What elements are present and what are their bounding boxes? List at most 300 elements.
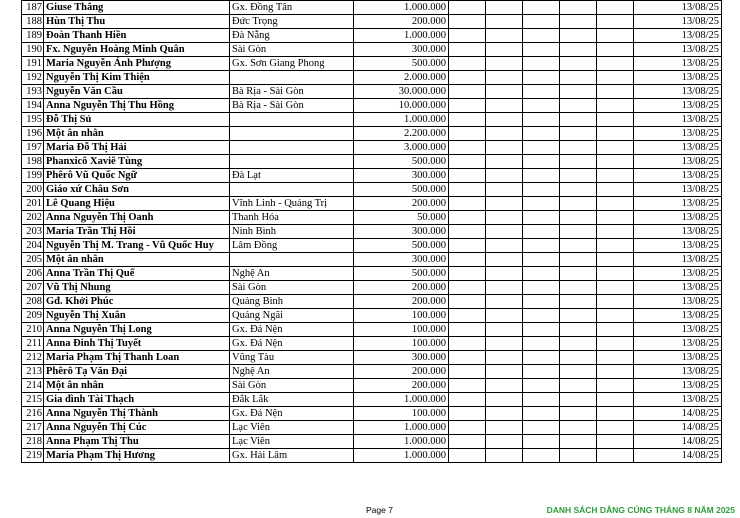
table-row [22,379,722,393]
empty-cell [560,323,597,337]
empty-cell [523,379,560,393]
donation-date: 13/08/25 [634,71,722,85]
donor-name: Maria Nguyễn Ánh Phượng [44,57,230,71]
table-row [22,43,722,57]
donor-name: Nguyễn Thị Xuân [44,309,230,323]
donation-amount: 100.000 [354,337,449,351]
table-row [22,449,722,463]
empty-cell [523,29,560,43]
donation-date: 13/08/25 [634,57,722,71]
empty-cell [449,407,486,421]
empty-cell [486,435,523,449]
donor-place [230,253,354,267]
table-row [22,141,722,155]
table-row [22,113,722,127]
donation-date: 13/08/25 [634,337,722,351]
empty-cell [449,197,486,211]
donor-place [230,141,354,155]
empty-cell [449,253,486,267]
table-row [22,337,722,351]
empty-cell [560,43,597,57]
empty-cell [597,281,634,295]
donation-date: 13/08/25 [634,323,722,337]
donor-place [230,71,354,85]
donation-date: 13/08/25 [634,239,722,253]
table-row [22,253,722,267]
donation-date: 13/08/25 [634,29,722,43]
donation-date: 13/08/25 [634,141,722,155]
donor-place: Sài Gòn [230,379,354,393]
empty-cell [449,323,486,337]
donor-name: Maria Trần Thị Hồi [44,225,230,239]
empty-cell [560,295,597,309]
donation-date: 13/08/25 [634,155,722,169]
empty-cell [560,155,597,169]
empty-cell [597,379,634,393]
donor-name: Nguyễn Thị M. Trang - Vũ Quốc Huy [44,239,230,253]
donation-date: 13/08/25 [634,15,722,29]
empty-cell [597,351,634,365]
donation-date: 13/08/25 [634,43,722,57]
empty-cell [523,337,560,351]
table-row [22,225,722,239]
donor-name: Giáo xứ Châu Sơn [44,183,230,197]
table-row [22,71,722,85]
row-number: 195 [22,113,44,127]
donor-place [230,127,354,141]
empty-cell [486,253,523,267]
empty-cell [449,365,486,379]
donor-place: Đà Lạt [230,169,354,183]
empty-cell [449,351,486,365]
empty-cell [597,309,634,323]
empty-cell [523,225,560,239]
row-number: 188 [22,15,44,29]
empty-cell [486,225,523,239]
empty-cell [597,99,634,113]
donor-place: Bà Rịa - Sài Gòn [230,85,354,99]
row-number: 190 [22,43,44,57]
empty-cell [523,267,560,281]
empty-cell [560,407,597,421]
row-number: 200 [22,183,44,197]
empty-cell [560,85,597,99]
empty-cell [486,113,523,127]
row-number: 199 [22,169,44,183]
donation-date: 13/08/25 [634,267,722,281]
row-number: 210 [22,323,44,337]
donation-table [21,0,722,463]
empty-cell [597,225,634,239]
empty-cell [449,183,486,197]
empty-cell [523,1,560,15]
empty-cell [560,337,597,351]
donor-place: Gx. Đồng Tân [230,1,354,15]
document-title: DANH SÁCH DÂNG CÚNG THÁNG 8 NĂM 2025 [546,505,735,515]
table-row [22,351,722,365]
table-row [22,15,722,29]
empty-cell [597,141,634,155]
empty-cell [523,295,560,309]
donation-amount: 100.000 [354,407,449,421]
empty-cell [449,15,486,29]
empty-cell [486,239,523,253]
empty-cell [560,281,597,295]
donor-name: Fx. Nguyễn Hoàng Minh Quân [44,43,230,57]
empty-cell [449,225,486,239]
empty-cell [597,85,634,99]
row-number: 219 [22,449,44,463]
donation-date: 13/08/25 [634,281,722,295]
row-number: 202 [22,211,44,225]
table-row [22,295,722,309]
empty-cell [560,169,597,183]
row-number: 211 [22,337,44,351]
donation-date: 14/08/25 [634,449,722,463]
empty-cell [449,155,486,169]
donation-amount: 1.000.000 [354,393,449,407]
empty-cell [486,295,523,309]
empty-cell [597,57,634,71]
empty-cell [597,197,634,211]
donor-name: Anna Phạm Thị Thu [44,435,230,449]
empty-cell [523,43,560,57]
empty-cell [597,183,634,197]
donor-place: Nghệ An [230,267,354,281]
donation-amount: 1.000.000 [354,421,449,435]
empty-cell [523,71,560,85]
donation-date: 13/08/25 [634,351,722,365]
row-number: 201 [22,197,44,211]
empty-cell [560,197,597,211]
empty-cell [560,183,597,197]
empty-cell [560,113,597,127]
empty-cell [486,267,523,281]
row-number: 214 [22,379,44,393]
donor-name: Lê Quang Hiệu [44,197,230,211]
donor-name: Anna Nguyễn Thị Thu Hồng [44,99,230,113]
donor-place: Vĩnh Linh - Quảng Trị [230,197,354,211]
donor-name: Nguyễn Văn Cầu [44,85,230,99]
donor-name: Một ân nhân [44,379,230,393]
empty-cell [597,267,634,281]
empty-cell [486,197,523,211]
row-number: 196 [22,127,44,141]
empty-cell [486,29,523,43]
row-number: 212 [22,351,44,365]
empty-cell [486,211,523,225]
empty-cell [560,253,597,267]
donation-amount: 50.000 [354,211,449,225]
empty-cell [560,435,597,449]
donor-place: Gx. Đá Nện [230,337,354,351]
donation-amount: 300.000 [354,253,449,267]
row-number: 205 [22,253,44,267]
donation-date: 13/08/25 [634,113,722,127]
empty-cell [597,239,634,253]
donor-name: Hùn Thị Thu [44,15,230,29]
donation-amount: 200.000 [354,365,449,379]
donation-date: 13/08/25 [634,183,722,197]
empty-cell [486,127,523,141]
table-row [22,281,722,295]
empty-cell [560,365,597,379]
donor-name: Anna Nguyễn Thị Thành [44,407,230,421]
empty-cell [523,85,560,99]
donation-amount: 200.000 [354,295,449,309]
donation-date: 13/08/25 [634,1,722,15]
empty-cell [449,85,486,99]
empty-cell [523,197,560,211]
empty-cell [486,155,523,169]
donation-date: 14/08/25 [634,407,722,421]
empty-cell [560,29,597,43]
donation-amount: 200.000 [354,15,449,29]
empty-cell [523,449,560,463]
donation-date: 14/08/25 [634,421,722,435]
empty-cell [523,253,560,267]
donor-name: Anna Nguyễn Thị Oanh [44,211,230,225]
row-number: 203 [22,225,44,239]
empty-cell [486,85,523,99]
donor-place [230,183,354,197]
empty-cell [449,71,486,85]
empty-cell [560,379,597,393]
table-row [22,127,722,141]
donor-place: Gx. Sơn Giang Phong [230,57,354,71]
donor-place: Quảng Bình [230,295,354,309]
empty-cell [597,253,634,267]
empty-cell [449,239,486,253]
empty-cell [597,295,634,309]
donor-place: Đà Nẵng [230,29,354,43]
empty-cell [449,309,486,323]
donor-place: Sài Gòn [230,281,354,295]
empty-cell [449,379,486,393]
donation-amount: 2.200.000 [354,127,449,141]
row-number: 209 [22,309,44,323]
donation-date: 13/08/25 [634,127,722,141]
row-number: 206 [22,267,44,281]
empty-cell [560,99,597,113]
donor-place: Bà Rịa - Sài Gòn [230,99,354,113]
empty-cell [449,449,486,463]
empty-cell [486,1,523,15]
donor-name: Đỗ Thị Sủ [44,113,230,127]
table-row [22,407,722,421]
donor-name: Một ân nhân [44,253,230,267]
empty-cell [560,141,597,155]
empty-cell [523,169,560,183]
table-row [22,211,722,225]
row-number: 207 [22,281,44,295]
empty-cell [560,225,597,239]
empty-cell [597,435,634,449]
donation-date: 13/08/25 [634,309,722,323]
row-number: 217 [22,421,44,435]
empty-cell [597,155,634,169]
empty-cell [597,43,634,57]
empty-cell [449,421,486,435]
empty-cell [523,183,560,197]
donor-place: Gx. Đá Nện [230,323,354,337]
table-row [22,365,722,379]
row-number: 187 [22,1,44,15]
empty-cell [597,29,634,43]
empty-cell [486,379,523,393]
donation-date: 13/08/25 [634,169,722,183]
row-number: 213 [22,365,44,379]
donor-name: Anna Nguyễn Thị Long [44,323,230,337]
donor-place: Gx. Đá Nện [230,407,354,421]
row-number: 204 [22,239,44,253]
donor-place: Đức Trọng [230,15,354,29]
donor-place: Lâm Đồng [230,239,354,253]
donor-place: Vũng Tàu [230,351,354,365]
empty-cell [560,393,597,407]
empty-cell [486,141,523,155]
donation-amount: 1.000.000 [354,449,449,463]
empty-cell [597,323,634,337]
donation-amount: 300.000 [354,225,449,239]
donor-name: Đoàn Thanh Hiền [44,29,230,43]
donor-name: Giuse Thắng [44,1,230,15]
empty-cell [560,211,597,225]
empty-cell [560,351,597,365]
empty-cell [486,337,523,351]
donor-name: Anna Nguyễn Thị Cúc [44,421,230,435]
table-row [22,1,722,15]
empty-cell [560,309,597,323]
donation-amount: 1.000.000 [354,113,449,127]
empty-cell [597,15,634,29]
empty-cell [597,365,634,379]
empty-cell [523,407,560,421]
donation-amount: 500.000 [354,155,449,169]
empty-cell [597,71,634,85]
table-row [22,435,722,449]
table-row [22,267,722,281]
donation-amount: 200.000 [354,281,449,295]
donor-place: Đắk Lắk [230,393,354,407]
empty-cell [560,57,597,71]
donation-date: 13/08/25 [634,225,722,239]
row-number: 215 [22,393,44,407]
donation-amount: 500.000 [354,239,449,253]
donation-date: 13/08/25 [634,99,722,113]
empty-cell [523,281,560,295]
empty-cell [486,71,523,85]
empty-cell [486,183,523,197]
table-row [22,421,722,435]
donor-name: Anna Trần Thị Quế [44,267,230,281]
table-row [22,183,722,197]
empty-cell [523,211,560,225]
empty-cell [449,169,486,183]
empty-cell [523,435,560,449]
empty-cell [449,393,486,407]
donor-name: Phêrô Tạ Văn Đại [44,365,230,379]
donor-name: Nguyễn Thị Kim Thiện [44,71,230,85]
empty-cell [449,281,486,295]
empty-cell [486,449,523,463]
donation-amount: 3.000.000 [354,141,449,155]
empty-cell [449,29,486,43]
empty-cell [449,57,486,71]
empty-cell [486,57,523,71]
row-number: 192 [22,71,44,85]
row-number: 216 [22,407,44,421]
empty-cell [560,421,597,435]
empty-cell [597,113,634,127]
empty-cell [523,309,560,323]
empty-cell [560,267,597,281]
donation-amount: 300.000 [354,351,449,365]
empty-cell [523,99,560,113]
donor-place: Nghệ An [230,365,354,379]
table-row [22,393,722,407]
empty-cell [523,113,560,127]
empty-cell [560,15,597,29]
donation-date: 14/08/25 [634,435,722,449]
donor-place: Thanh Hóa [230,211,354,225]
empty-cell [486,407,523,421]
empty-cell [486,421,523,435]
donor-place: Sài Gòn [230,43,354,57]
empty-cell [449,337,486,351]
empty-cell [597,421,634,435]
table-row [22,57,722,71]
donation-amount: 500.000 [354,183,449,197]
empty-cell [597,449,634,463]
donation-amount: 500.000 [354,267,449,281]
donation-amount: 500.000 [354,57,449,71]
empty-cell [560,71,597,85]
empty-cell [523,141,560,155]
empty-cell [449,127,486,141]
donation-amount: 200.000 [354,197,449,211]
table-row [22,29,722,43]
donation-amount: 100.000 [354,309,449,323]
empty-cell [486,323,523,337]
empty-cell [523,15,560,29]
empty-cell [449,99,486,113]
donation-amount: 100.000 [354,323,449,337]
donation-amount: 10.000.000 [354,99,449,113]
donor-place: Ninh Bình [230,225,354,239]
row-number: 193 [22,85,44,99]
donor-place [230,113,354,127]
empty-cell [449,1,486,15]
donor-place: Lạc Viên [230,421,354,435]
row-number: 197 [22,141,44,155]
empty-cell [449,113,486,127]
donor-name: Gđ. Khởi Phúc [44,295,230,309]
donor-name: Một ân nhân [44,127,230,141]
donation-date: 13/08/25 [634,379,722,393]
donation-date: 13/08/25 [634,365,722,379]
empty-cell [597,169,634,183]
empty-cell [597,393,634,407]
table-row [22,155,722,169]
donor-place [230,155,354,169]
donation-amount: 1.000.000 [354,435,449,449]
donation-amount: 1.000.000 [354,29,449,43]
table-row [22,197,722,211]
empty-cell [523,57,560,71]
empty-cell [449,435,486,449]
page-number: Page 7 [366,505,393,515]
